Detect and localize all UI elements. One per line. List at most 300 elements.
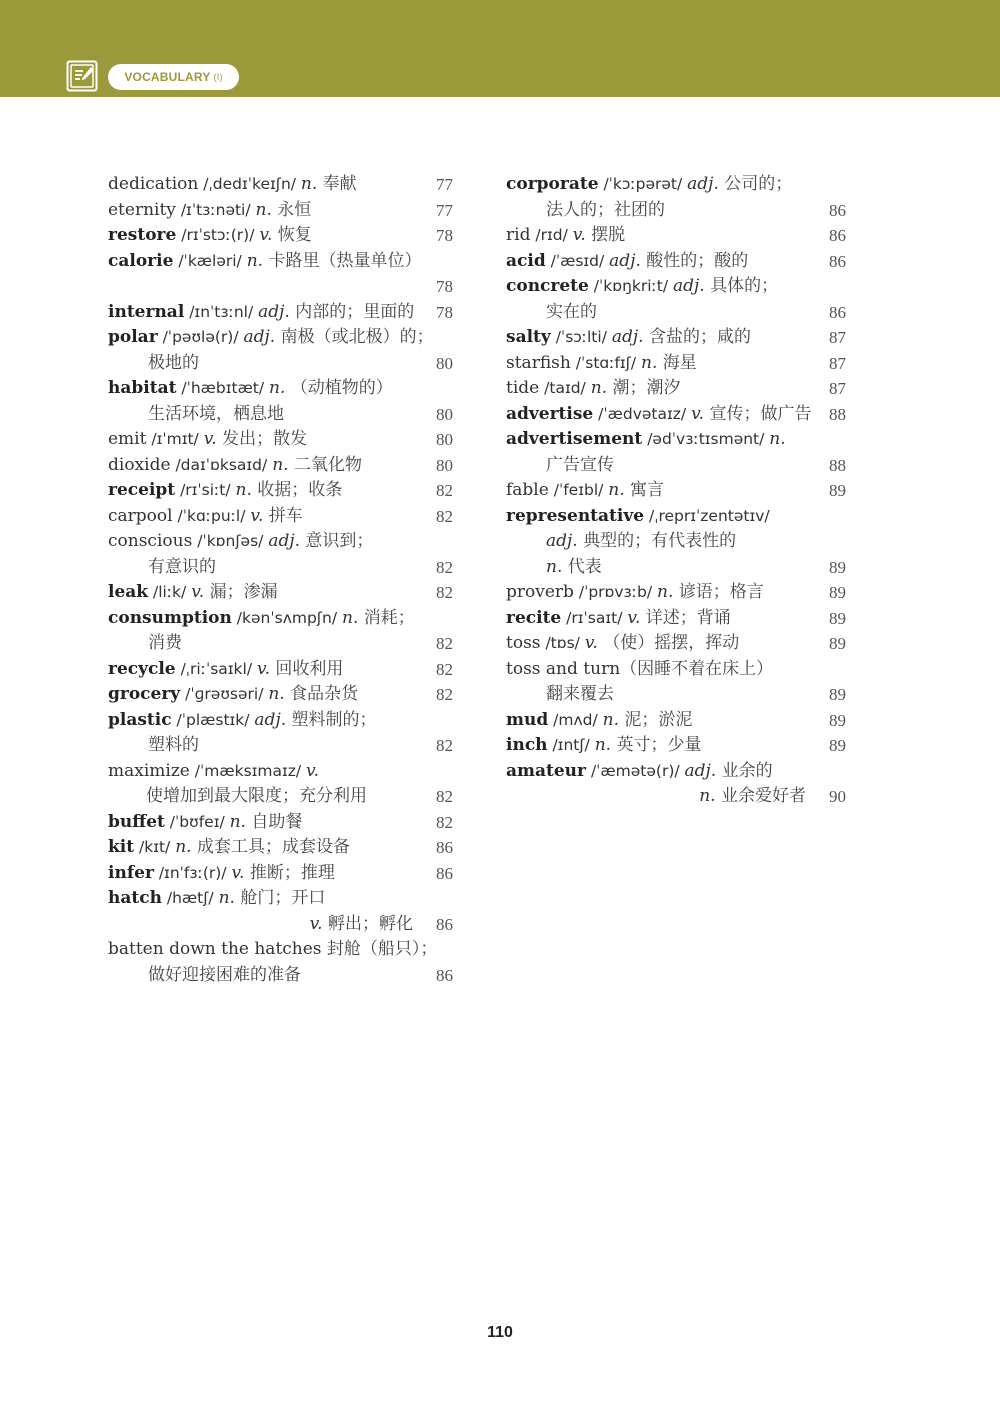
headword: maximize [108, 760, 190, 781]
vocab-line [506, 657, 846, 683]
page-reference: 82 [436, 634, 453, 653]
vocab-line [108, 402, 453, 428]
vocab-entry-text [506, 606, 731, 632]
vocab-line [108, 861, 453, 887]
vocab-line [506, 504, 846, 530]
part-of-speech: adj. [684, 760, 717, 781]
part-of-speech: n. [229, 811, 246, 832]
phonetic: /ˈkɒŋkriːt/ [588, 277, 673, 295]
phonetic: /ˈɡrəʊsəri/ [180, 685, 269, 703]
headword: proverb [506, 582, 574, 602]
definition: 业余的 [716, 760, 773, 781]
definition: 代表 [562, 556, 602, 577]
headword: toss [506, 633, 541, 653]
vocab-entry-text [108, 810, 302, 836]
vocab-entry-text [506, 759, 773, 785]
definition: 泥；淤泥 [619, 709, 693, 730]
definition: （使）摇摆，挥动 [597, 633, 740, 653]
vocab-entry-text [506, 376, 680, 402]
headword: kit [108, 837, 135, 857]
vocab-entry-text [108, 427, 307, 453]
page-reference: 80 [436, 404, 453, 424]
headword: recite [506, 607, 562, 628]
vocab-entry-text [506, 223, 625, 249]
phonetic: /mʌd/ [548, 710, 603, 729]
headword: dioxide [108, 454, 171, 475]
vocab-line [108, 631, 453, 657]
page-reference: 87 [829, 328, 846, 347]
headword: polar [108, 327, 158, 347]
vocab-line [506, 325, 846, 351]
vocab-line [108, 810, 453, 836]
headword: rid [506, 225, 531, 245]
page-reference: 82 [436, 812, 453, 832]
vocab-line [108, 606, 453, 632]
headword: internal [108, 301, 185, 322]
phonetic: /ˈpəʊlə(r)/ [157, 328, 244, 346]
phonetic: /liːk/ [148, 583, 192, 601]
vocab-entry-text [546, 555, 602, 581]
page-reference: 86 [436, 838, 453, 857]
vocab-line [506, 351, 846, 377]
definition: 典型的；有代表性的 [577, 531, 737, 551]
page-reference: 82 [436, 685, 453, 704]
headword: restore [108, 225, 177, 245]
part-of-speech: v. [627, 607, 641, 628]
vocab-entry-text [108, 759, 319, 785]
vocab-entry-text [506, 427, 786, 453]
vocab-line [108, 759, 453, 785]
page-reference: 86 [436, 914, 453, 934]
definition: 二氧化物 [288, 454, 362, 475]
section-badge-label: VOCABULARY [124, 70, 211, 84]
page-reference: 87 [829, 379, 846, 398]
page-reference: 90 [829, 787, 846, 806]
vocab-line [108, 300, 453, 326]
vocab-entry-text [506, 351, 697, 377]
part-of-speech: n. [657, 582, 674, 602]
vocab-entry-text [506, 249, 748, 275]
definition: 谚语；格言 [673, 582, 764, 602]
phonetic: /ˈkɑːpuːl/ [172, 506, 251, 525]
phonetic: /ˈbʊfeɪ/ [164, 812, 230, 831]
definition: 消耗； [358, 607, 415, 628]
vocab-line [506, 249, 846, 275]
phonetic: /kənˈsʌmpʃn/ [231, 608, 342, 627]
headword: starfish [506, 352, 571, 373]
part-of-speech: v. [584, 633, 598, 653]
vocab-entry-text [108, 325, 434, 351]
page-reference: 87 [829, 353, 846, 373]
part-of-speech: v. [191, 582, 205, 602]
headword: mud [506, 709, 549, 730]
part-of-speech: n. [218, 888, 235, 908]
page-reference: 82 [436, 557, 453, 577]
headword: buffet [108, 811, 165, 832]
definition: 推断；推理 [244, 862, 335, 883]
part-of-speech: n. [594, 735, 612, 755]
page-reference: 86 [436, 965, 453, 985]
page-reference: 82 [436, 787, 453, 806]
definition: 卡路里（热量单位） [263, 250, 422, 271]
vocab-entry-text [148, 555, 216, 581]
phonetic: /ˈfeɪbl/ [548, 481, 609, 499]
definition: 广告宣传 [546, 454, 614, 475]
vocab-entry-text [546, 453, 614, 479]
page-reference: 89 [829, 583, 846, 602]
definition: 法人的；社团的 [546, 199, 665, 220]
vocab-column-left [108, 172, 453, 988]
page-reference: 78 [436, 226, 453, 245]
vocab-entry-text [108, 606, 415, 632]
headword: grocery [108, 684, 181, 704]
vocab-line [108, 325, 453, 351]
page-reference: 80 [436, 455, 453, 475]
phonetic: /ˈstɑːfɪʃ/ [570, 353, 642, 372]
page-reference: 86 [829, 200, 846, 220]
vocab-entry-text [310, 912, 413, 938]
vocab-entry-text [108, 708, 377, 734]
part-of-speech: n. [300, 174, 318, 194]
vocab-entry-text [108, 249, 421, 275]
definition: 做好迎接困难的准备 [148, 964, 301, 985]
page-reference: 82 [436, 736, 453, 755]
phonetic: /ˈkɒnʃəs/ [192, 532, 269, 550]
vocab-entry-text [699, 784, 806, 810]
page-reference: 89 [829, 634, 846, 653]
vocab-entry-text [546, 300, 597, 326]
definition: 舱门；开口 [234, 888, 326, 908]
phonetic: /rɪˈstɔː(r)/ [176, 226, 260, 244]
headword: salty [506, 327, 551, 347]
definition: 回收利用 [269, 658, 344, 679]
vocab-line [506, 682, 846, 708]
header-banner [0, 0, 1000, 97]
vocab-entry-text [506, 478, 664, 504]
headword: leak [108, 582, 149, 602]
definition: 成套工具；成套设备 [191, 837, 350, 857]
definition: 具体的； [704, 276, 779, 296]
phonetic: /ˈplæstɪk/ [171, 710, 255, 729]
definition: 塑料制的； [286, 709, 377, 730]
headword: habitat [108, 378, 177, 398]
vocab-line [506, 478, 846, 504]
definition: 塑料的 [148, 735, 199, 755]
vocab-entry-text [108, 886, 325, 912]
part-of-speech: n. [608, 480, 625, 500]
part-of-speech: v. [256, 658, 270, 679]
vocab-line [108, 249, 453, 275]
vocab-entry-text [148, 963, 301, 989]
part-of-speech: n. [235, 480, 252, 500]
headword: eternity [108, 199, 176, 220]
part-of-speech: n. [268, 684, 285, 704]
headword: fable [506, 480, 549, 500]
phonetic: /ˌdedɪˈkeɪʃn/ [198, 175, 301, 193]
part-of-speech: n. [699, 786, 716, 806]
vocab-line [506, 300, 846, 326]
vocab-line [506, 759, 846, 785]
vocab-entry-text [108, 682, 358, 708]
vocab-line [506, 274, 846, 300]
headword: receipt [108, 480, 176, 500]
vocab-entry-text [506, 325, 751, 351]
vocab-entry-text [108, 835, 350, 861]
definition: 详述；背诵 [640, 607, 731, 628]
vocab-line [108, 453, 453, 479]
page-reference: 82 [436, 506, 453, 526]
vocab-entry-text [108, 478, 342, 504]
part-of-speech: n. [246, 250, 264, 271]
vocab-line [108, 223, 453, 249]
vocab-entry-text [108, 172, 357, 198]
vocab-entry-text [506, 172, 792, 198]
definition: 恢复 [272, 225, 312, 245]
part-of-speech: adj. [546, 531, 578, 551]
page-reference: 80 [436, 353, 453, 373]
definition: 意识到； [300, 531, 374, 551]
vocab-entry-text [108, 580, 278, 606]
vocab-line [506, 631, 846, 657]
vocab-line [108, 274, 453, 300]
headword: tide [506, 378, 540, 398]
vocab-line [506, 708, 846, 734]
part-of-speech: n. [175, 837, 192, 857]
phonetic: /taɪd/ [539, 379, 591, 397]
headword: inch [506, 735, 548, 755]
vocab-line [108, 580, 453, 606]
definition: 永恒 [271, 199, 312, 220]
headword: acid [506, 250, 546, 271]
vocab-line [506, 733, 846, 759]
vocab-line [506, 427, 846, 453]
page-reference: 77 [436, 200, 453, 220]
phonetic: /hætʃ/ [161, 889, 219, 907]
vocab-line [108, 886, 453, 912]
page-reference: 89 [829, 481, 846, 500]
definition: （动植物的） [285, 378, 393, 398]
definition: 消费 [148, 633, 182, 653]
edit-note-icon [66, 60, 98, 92]
page-reference: 89 [829, 710, 846, 730]
vocab-line [506, 172, 846, 198]
part-of-speech: n. [641, 352, 658, 373]
phonetic: /ˈkɔːpərət/ [598, 175, 688, 193]
vocab-line [108, 504, 453, 530]
definition: 南极（或北极）的； [275, 327, 434, 347]
part-of-speech: n. [602, 709, 620, 730]
phonetic: /ɪˈmɪt/ [146, 430, 204, 448]
page-reference: 82 [436, 659, 453, 679]
headword: consumption [108, 607, 232, 628]
headword: advertisement [506, 429, 643, 449]
part-of-speech: v. [691, 403, 705, 424]
vocab-entry-text [146, 784, 367, 810]
headword: dedication [108, 174, 199, 194]
page-number: 110 [487, 1324, 513, 1341]
part-of-speech: n. [255, 199, 272, 220]
definition: 摆脱 [585, 225, 626, 245]
phonetic: /ɪntʃ/ [547, 736, 595, 754]
page-reference: 88 [829, 404, 846, 424]
phonetic: /daɪˈɒksaɪd/ [170, 455, 273, 474]
vocab-entry-text [108, 861, 335, 887]
vocab-line [108, 351, 453, 377]
section-badge [108, 64, 239, 90]
vocab-entry-text [546, 529, 736, 555]
headword: conscious [108, 531, 193, 551]
definition: 内部的；里面的 [289, 301, 415, 322]
phonetic: /rɪˈsaɪt/ [561, 608, 628, 627]
part-of-speech: adj. [673, 276, 705, 296]
vocab-entry-text [506, 657, 773, 683]
vocab-entry-text [546, 198, 665, 224]
vocab-line [506, 402, 846, 428]
vocab-line [506, 555, 846, 581]
definition: 酸性的；酸的 [640, 250, 749, 271]
vocab-line [108, 529, 453, 555]
headword: calorie [108, 250, 174, 271]
vocab-line [506, 580, 846, 606]
vocab-line [108, 376, 453, 402]
headword: batten down the hatches [108, 939, 322, 959]
definition: 漏；渗漏 [204, 582, 278, 602]
vocab-line [108, 937, 453, 963]
headword: corporate [506, 174, 599, 194]
vocab-entry-text [506, 733, 701, 759]
headword: hatch [108, 888, 162, 908]
part-of-speech: n. [269, 378, 286, 398]
part-of-speech: adj. [268, 531, 301, 551]
definition: 食品杂货 [284, 684, 359, 704]
definition: 极地的 [148, 352, 199, 373]
phonetic: /kɪt/ [134, 838, 176, 856]
headword: emit [108, 429, 147, 449]
vocab-line [506, 784, 846, 810]
page-reference: 82 [436, 481, 453, 500]
vocab-entry-text [506, 708, 692, 734]
vocab-entry-text [546, 682, 614, 708]
definition: 使增加到最大限度；充分利用 [146, 786, 367, 806]
part-of-speech: n. [590, 378, 608, 398]
part-of-speech: adj. [609, 250, 641, 271]
vocab-line [108, 835, 453, 861]
phonetic: /ˈhæbɪtæt/ [176, 379, 270, 397]
vocab-entry-text [506, 580, 764, 606]
definition: 潮；潮汐 [607, 378, 681, 398]
vocab-line [506, 223, 846, 249]
vocab-line [108, 427, 453, 453]
phonetic: /ˈædvətaɪz/ [593, 404, 692, 423]
definition: 奉献 [317, 174, 357, 194]
page-reference: 88 [829, 455, 846, 475]
definition: 孵出；孵化 [322, 913, 413, 934]
part-of-speech: n. [272, 454, 289, 475]
definition: 拼车 [263, 505, 303, 526]
part-of-speech: v. [203, 429, 217, 449]
phonetic: /ˈæsɪd/ [545, 251, 610, 270]
phonetic: /tɒs/ [540, 634, 585, 652]
part-of-speech: adj. [687, 174, 719, 194]
vocab-line [506, 453, 846, 479]
vocab-entry-text [506, 631, 739, 657]
vocab-line [506, 198, 846, 224]
vocab-line [108, 784, 453, 810]
part-of-speech: adj. [258, 301, 290, 322]
part-of-speech: n. [546, 556, 563, 577]
phonetic: /ˈkæləri/ [173, 251, 247, 270]
headword: infer [108, 862, 154, 883]
section-badge-sub: (I) [213, 72, 223, 82]
vocab-entry-text [108, 504, 303, 530]
definition: 宣传；做广告 [704, 403, 812, 424]
vocab-line [108, 708, 453, 734]
headword: recycle [108, 658, 176, 679]
vocab-entry-text [108, 300, 414, 326]
page-reference: 89 [829, 557, 846, 577]
part-of-speech: v. [572, 225, 586, 245]
vocab-line [108, 682, 453, 708]
definition: 实在的 [546, 301, 597, 322]
phonetic: /ˈsɔːlti/ [550, 328, 612, 346]
headword: advertise [506, 403, 594, 424]
definition: 自助餐 [245, 811, 303, 832]
vocab-line [506, 606, 846, 632]
definition: 海星 [657, 352, 697, 373]
phonetic: /ˌriːˈsaɪkl/ [175, 659, 257, 678]
page-reference: 80 [436, 430, 453, 449]
definition: 业余爱好者 [715, 786, 806, 806]
part-of-speech: adj. [243, 327, 276, 347]
part-of-speech: v. [306, 760, 320, 781]
headword: plastic [108, 709, 172, 730]
vocab-entry-text [108, 453, 362, 479]
definition: 寓言 [624, 480, 665, 500]
vocab-entry-text [148, 402, 284, 428]
vocab-entry-text [108, 937, 437, 963]
page-reference: 82 [436, 583, 453, 602]
page-reference: 86 [829, 226, 846, 245]
vocab-entry-text [108, 529, 373, 555]
part-of-speech: adj. [611, 327, 644, 347]
phonetic: /ɪˈtɜːnəti/ [175, 200, 256, 219]
headword: amateur [506, 760, 587, 781]
vocab-line [108, 198, 453, 224]
headword: concrete [506, 276, 589, 296]
part-of-speech: n. [769, 429, 786, 449]
vocab-line [108, 478, 453, 504]
phonetic: /ˈmæksɪmaɪz/ [189, 761, 307, 780]
definition: 含盐的；咸的 [643, 327, 751, 347]
vocab-entry-text [148, 351, 199, 377]
vocab-entry-text [506, 274, 778, 300]
vocab-line [108, 733, 453, 759]
vocab-entry-text [506, 504, 770, 530]
phonetic: /ˈprɒvɜːb/ [573, 583, 658, 601]
phonetic: /ˌreprɪˈzentətɪv/ [644, 506, 770, 525]
vocab-entry-text [148, 631, 182, 657]
vocab-line [506, 529, 846, 555]
definition: 收据；收条 [251, 480, 343, 500]
definition: 英寸；少量 [611, 735, 702, 755]
definition: （因睡不着在床上） [620, 658, 774, 679]
definition: 生活环境，栖息地 [148, 403, 284, 424]
part-of-speech: n. [342, 607, 359, 628]
vocab-line [108, 657, 453, 683]
phonetic: /ɪnˈtɜːnl/ [184, 302, 259, 321]
phonetic: /ədˈvɜːtɪsmənt/ [642, 430, 770, 448]
page-reference: 89 [829, 608, 846, 628]
